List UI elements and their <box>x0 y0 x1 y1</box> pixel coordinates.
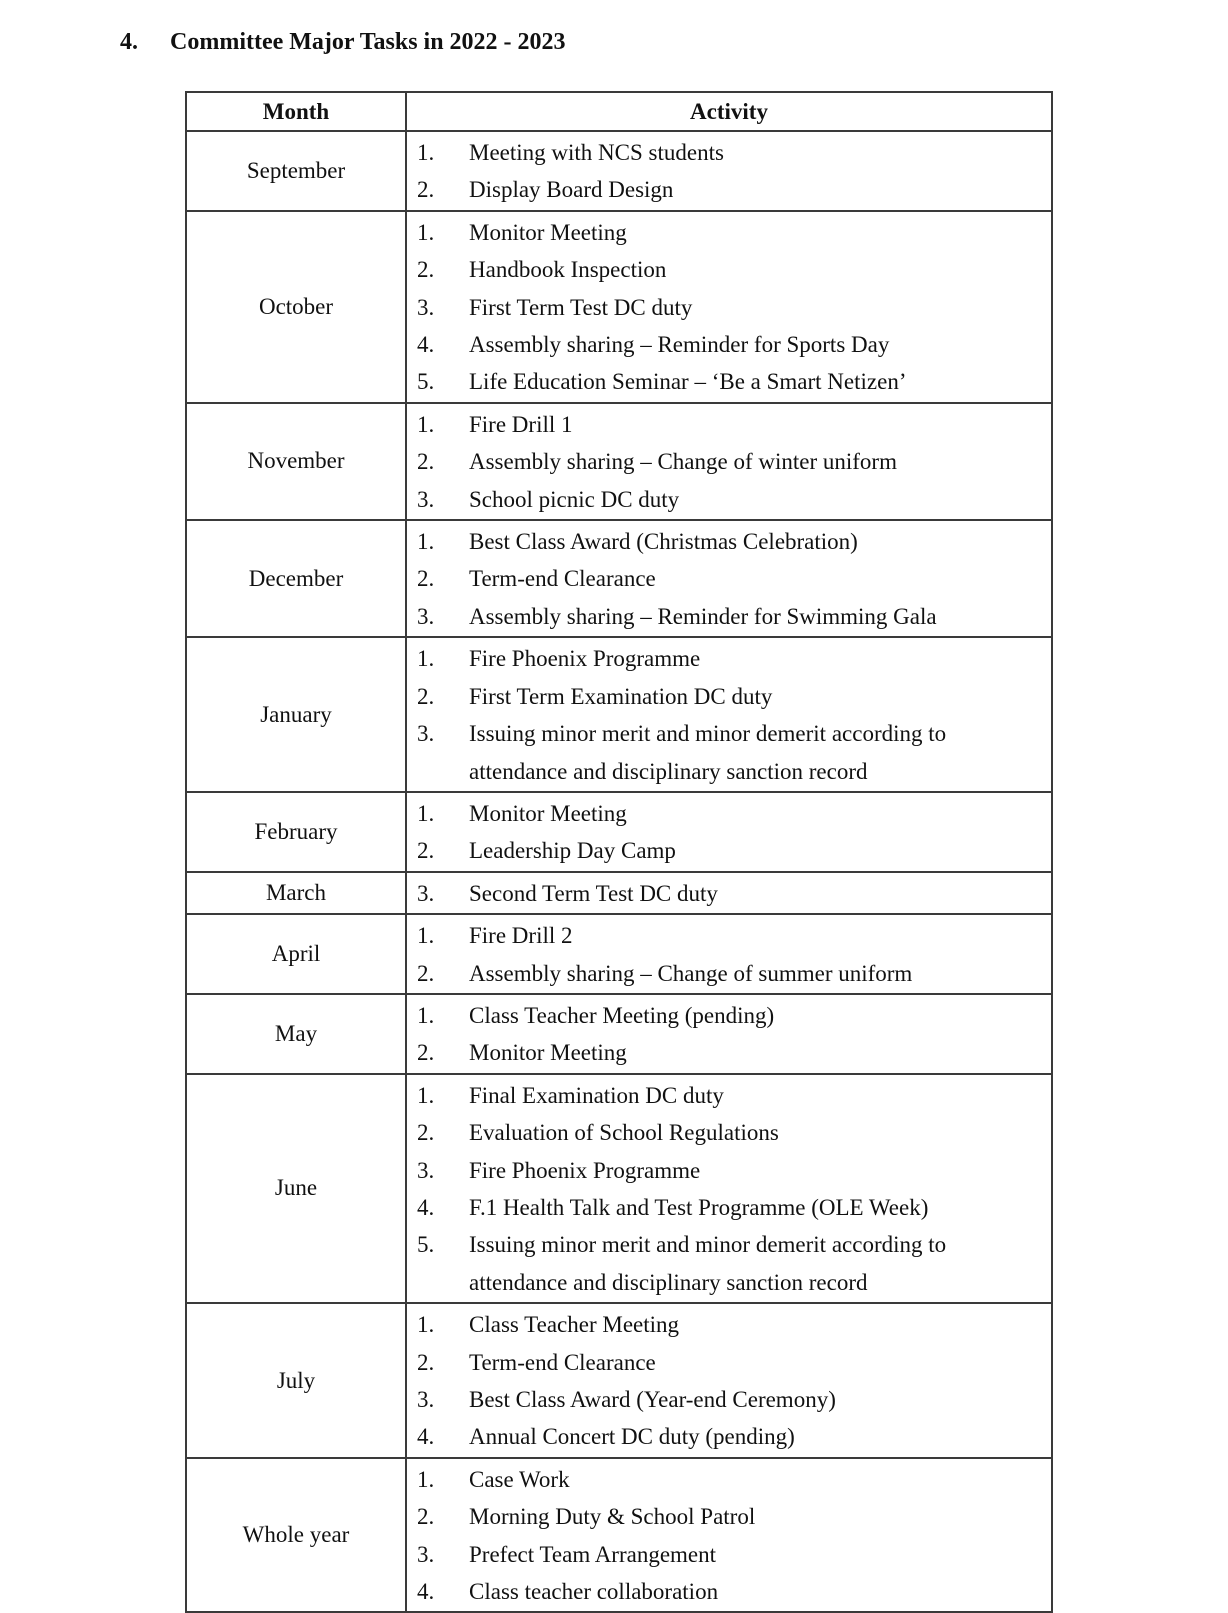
activity-cell <box>406 131 1052 211</box>
activity-text: Leadership Day Camp <box>469 838 676 864</box>
list-item <box>407 997 1051 1034</box>
activity-number: 4. <box>417 332 435 358</box>
activity-number: 4. <box>417 1579 435 1605</box>
section-number: 4. <box>120 29 138 55</box>
section-heading <box>120 26 566 58</box>
list-item <box>407 917 1051 954</box>
list-item <box>407 1498 1051 1535</box>
activity-number: 2. <box>417 1349 435 1375</box>
activity-number: 1. <box>417 529 435 555</box>
activity-text: Class teacher collaboration <box>469 1579 719 1605</box>
activity-list <box>407 915 1051 993</box>
activity-cell <box>406 211 1052 403</box>
activity-number: 2. <box>417 177 435 203</box>
activity-list <box>407 1075 1051 1302</box>
activity-text: F.1 Health Talk and Test Programme (OLE Week) <box>469 1194 929 1220</box>
activity-number: 1. <box>417 646 435 672</box>
activity-text: Best Class Award (Year-end Ceremony) <box>469 1387 836 1412</box>
activity-number: 3. <box>417 1157 435 1183</box>
activity-number: 2. <box>417 683 435 709</box>
activity-number: 1. <box>417 219 435 245</box>
table-row <box>186 872 1052 914</box>
activity-text: Second Term Test DC duty <box>469 880 718 906</box>
activity-number: 1. <box>417 411 435 437</box>
table-row <box>186 914 1052 994</box>
month-cell: October <box>186 211 406 403</box>
activity-text: Assembly sharing – Change of summer uniform <box>469 960 913 986</box>
activity-number: 2. <box>417 1040 435 1066</box>
list-item <box>407 795 1051 832</box>
list-item <box>407 832 1051 869</box>
activity-number: 2. <box>417 257 435 283</box>
list-item <box>407 406 1051 443</box>
list-item <box>407 134 1051 171</box>
list-item <box>407 251 1051 288</box>
activity-list <box>407 521 1051 636</box>
activity-text: Issuing minor merit and minor demerit according to attendance and disciplinary sanction record <box>469 721 947 784</box>
activity-list <box>407 793 1051 871</box>
table-row <box>186 520 1052 637</box>
table-row <box>186 792 1052 872</box>
activity-number: 2. <box>417 960 435 986</box>
activity-list <box>407 995 1051 1073</box>
activity-text: Final Examination DC duty <box>469 1082 724 1108</box>
activity-list <box>407 212 1051 402</box>
list-item <box>407 1381 1051 1418</box>
table-row <box>186 131 1052 211</box>
activity-text: Life Education Seminar – ‘Be a Smart Netizen’ <box>469 369 907 395</box>
month-column-header: Month <box>186 92 406 131</box>
activity-cell <box>406 792 1052 872</box>
activity-text: Assembly sharing – Reminder for Swimming Gala <box>469 603 937 629</box>
activity-number: 4. <box>417 1194 435 1220</box>
activity-text: Display Board Design <box>469 177 674 203</box>
activity-text: Evaluation of School Regulations <box>469 1120 779 1146</box>
month-cell: April <box>186 914 406 994</box>
list-item <box>407 715 1051 790</box>
list-item <box>407 363 1051 400</box>
activity-list <box>407 873 1051 913</box>
activity-number: 2. <box>417 566 435 592</box>
activity-number: 1. <box>417 923 435 949</box>
activity-text: Morning Duty & School Patrol <box>469 1504 756 1530</box>
month-cell: February <box>186 792 406 872</box>
activity-number: 1. <box>417 140 435 165</box>
activity-list <box>407 1459 1051 1612</box>
list-item <box>407 1226 1051 1301</box>
month-cell: May <box>186 994 406 1074</box>
activity-text: Meeting with NCS students <box>469 140 724 165</box>
month-cell: June <box>186 1074 406 1303</box>
activity-number: 4. <box>417 1424 435 1450</box>
list-item <box>407 1573 1051 1610</box>
month-cell: September <box>186 131 406 211</box>
activity-text: Case Work <box>469 1466 570 1492</box>
list-item <box>407 598 1051 635</box>
list-item <box>407 1344 1051 1381</box>
activity-cell <box>406 1074 1052 1303</box>
activity-cell <box>406 914 1052 994</box>
activity-cell <box>406 520 1052 637</box>
table-row <box>186 1074 1052 1303</box>
activity-cell <box>406 994 1052 1074</box>
activity-number: 2. <box>417 838 435 864</box>
activity-number: 3. <box>417 294 435 320</box>
activity-cell <box>406 1458 1052 1613</box>
table-row <box>186 1458 1052 1613</box>
table-body <box>186 131 1052 1612</box>
activity-cell <box>406 637 1052 792</box>
activity-number: 3. <box>417 486 435 512</box>
table-row <box>186 637 1052 792</box>
activity-text: Prefect Team Arrangement <box>469 1541 717 1567</box>
activity-number: 5. <box>417 369 435 395</box>
activity-number: 3. <box>417 1541 435 1567</box>
activity-cell <box>406 1303 1052 1458</box>
activity-text: School picnic DC duty <box>469 486 680 512</box>
activity-number: 1. <box>417 1002 435 1028</box>
month-cell: Whole year <box>186 1458 406 1613</box>
activity-text: Monitor Meeting <box>469 219 627 245</box>
activity-list <box>407 638 1051 791</box>
activity-text: Term-end Clearance <box>469 1349 656 1375</box>
list-item <box>407 1536 1051 1573</box>
activity-text: Fire Phoenix Programme <box>469 1157 701 1183</box>
month-cell: March <box>186 872 406 914</box>
activity-text: Best Class Award (Christmas Celebration) <box>469 529 858 555</box>
list-item <box>407 1077 1051 1114</box>
activity-text: Fire Phoenix Programme <box>469 646 701 672</box>
table-header-row <box>186 92 1052 131</box>
activity-text: Annual Concert DC duty (pending) <box>469 1424 795 1450</box>
list-item <box>407 1306 1051 1343</box>
table-row <box>186 1303 1052 1458</box>
activity-text: Term-end Clearance <box>469 566 656 592</box>
activity-text: Monitor Meeting <box>469 1040 627 1066</box>
activity-number: 2. <box>417 1120 435 1146</box>
list-item <box>407 1114 1051 1151</box>
activity-column-header: Activity <box>406 92 1052 131</box>
activity-list <box>407 1304 1051 1457</box>
list-item <box>407 678 1051 715</box>
activity-text: Assembly sharing – Reminder for Sports Day <box>469 332 890 358</box>
activity-list <box>407 404 1051 519</box>
activity-number: 3. <box>417 721 435 747</box>
list-item <box>407 955 1051 992</box>
list-item <box>407 523 1051 560</box>
activity-number: 2. <box>417 1504 435 1530</box>
tasks-table <box>185 91 1053 1613</box>
list-item <box>407 1152 1051 1189</box>
section-title: Committee Major Tasks in 2022 - 2023 <box>170 29 566 55</box>
list-item <box>407 1461 1051 1498</box>
activity-number: 2. <box>417 449 435 475</box>
list-item <box>407 560 1051 597</box>
activity-text: Class Teacher Meeting (pending) <box>469 1002 775 1028</box>
list-item <box>407 481 1051 518</box>
activity-text: Class Teacher Meeting <box>469 1312 680 1338</box>
month-cell: November <box>186 403 406 520</box>
list-item <box>407 289 1051 326</box>
activity-number: 1. <box>417 1312 435 1338</box>
activity-number: 3. <box>417 880 435 906</box>
activity-number: 3. <box>417 1387 435 1412</box>
table-row <box>186 403 1052 520</box>
list-item <box>407 640 1051 677</box>
month-cell: December <box>186 520 406 637</box>
month-cell: July <box>186 1303 406 1458</box>
activity-list <box>407 132 1051 210</box>
activity-text: Fire Drill 2 <box>469 923 573 949</box>
activity-text: First Term Test DC duty <box>469 294 693 320</box>
list-item <box>407 875 1051 912</box>
table-row <box>186 211 1052 403</box>
activity-text: Fire Drill 1 <box>469 411 573 437</box>
month-cell: January <box>186 637 406 792</box>
activity-text: Assembly sharing – Change of winter uniform <box>469 449 897 475</box>
activity-text: Issuing minor merit and minor demerit according to attendance and disciplinary sanction record <box>469 1232 947 1295</box>
list-item <box>407 443 1051 480</box>
activity-text: First Term Examination DC duty <box>469 683 773 709</box>
activity-number: 1. <box>417 1466 435 1492</box>
list-item <box>407 1189 1051 1226</box>
list-item <box>407 326 1051 363</box>
list-item <box>407 1418 1051 1455</box>
activity-cell <box>406 403 1052 520</box>
activity-number: 1. <box>417 1082 435 1108</box>
activity-text: Monitor Meeting <box>469 800 627 826</box>
activity-number: 5. <box>417 1232 435 1258</box>
list-item <box>407 171 1051 208</box>
list-item <box>407 214 1051 251</box>
activity-number: 1. <box>417 800 435 826</box>
activity-cell <box>406 872 1052 914</box>
list-item <box>407 1034 1051 1071</box>
table-row <box>186 994 1052 1074</box>
activity-number: 3. <box>417 603 435 629</box>
activity-text: Handbook Inspection <box>469 257 667 283</box>
